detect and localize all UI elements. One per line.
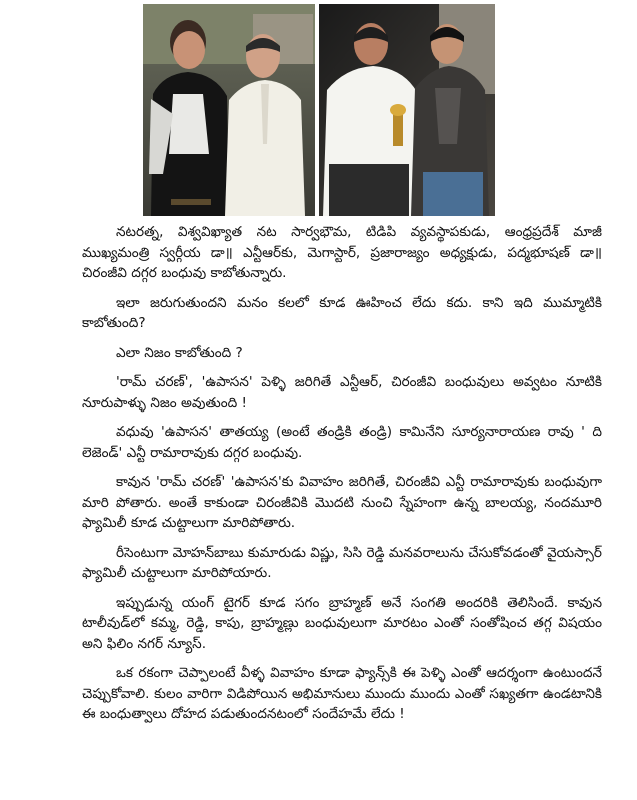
- article-paragraph: నటరత్న, విశ్వవిఖ్యాత నట సార్వభౌమ, టిడిపి వ్యవస్థాపకుడు, ఆంధ్రప్రదేశ్ మాజీ ముఖ్యమంత్రి స్వర్గీయ డా॥ ఎన్టీఆర్‌కు, మెగాస్టార్, ప్రజారాజ్యం అధ్యక్షుడు, పద్మభూషణ్ డా॥ చిరంజీవి దగ్గర బంధువు కాబోతున్నారు.: [82, 224, 602, 281]
- photo-chiranjeevi-jr-ntr-award: [319, 4, 495, 216]
- article-paragraph: ఎలా నిజం కాబోతుంది ?: [116, 344, 243, 361]
- article-paragraph: ఇలా జరుగుతుందని మనం కలలో కూడ ఊహించ లేదు కదు. కాని ఇది ముమ్మాటికి కాబోతుంది?: [82, 294, 602, 331]
- article-paragraph: ఇప్పుడున్న యంగ్ టైగర్ కూడ సగం బ్రాహ్మణ్ అనే సంగతి అందరికి తెలిసిందే. కావున టాలీవుడ్‌లో కమ్మ, రెడ్డి, కాపు, బ్రాహ్మణ్లు బంధువులుగా మారటం ఎంతో సంతోషించ తగ్గ విషయం అని ఫిలిం నగర్ న్యూస్.: [82, 594, 602, 652]
- article-paragraph: ఒక రకంగా చెప్పాలంటే వీళ్ళ వివాహం కూడా ఫ్యాన్స్‌కి ఈ పెళ్ళి ఎంతో ఆదర్శంగా ఉంటుందనే చెప్పుకోవాలి. కులం వారిగా విడిపోయిన అభిమానులు ముందు ముందు ఎంతో సఖ్యతగా ఉండటానికి ఈ బంధుత్వాలు దోహద పడుతుందనటంలో సందేహమే లేదు !: [82, 665, 602, 722]
- article-paragraph: 'రామ్ చరణ్', 'ఉపాసన' పెళ్ళి జరిగితే ఎన్టీఆర్, చిరంజీవి బంధువులు అవ్వటం నూటికి నూరుపాళ్ళు నిజం అవుతుంది !: [82, 374, 602, 411]
- photo-award-icon: [319, 4, 495, 216]
- photo-strip: [143, 4, 495, 216]
- article-paragraph: కావున 'రామ్ చరణ్' 'ఉపాసన'కు వివాహం జరిగితే, చిరంజీవి ఎన్టీ రామారావుకు బంధువుగా మారి పోతారు. అంతే కాకుండా చిరంజీవికి మొదటి నుంచి స్నేహంగా ఉన్న బాలయ్య, నందమూరి ఫ్యామిలీ కూడ చుట్టాలుగా మారిపోతారు.: [82, 474, 602, 531]
- article-paragraph: వధువు 'ఉపాసన' తాతయ్య (అంటే తండ్రికి తండ్రి) కామినేని సూర్యనారాయణ రావు ' ది లెజెండ్' ఎన్టీ రామారావుకు దగ్గర బంధువు.: [82, 424, 602, 461]
- photo-chiranjeevi-ntr-icon: [143, 4, 315, 216]
- article-paragraph: రీసెంటుగా మోహన్‌బాబు కుమారుడు విష్ణు, సిసి రెడ్డి మనవరాలును చేసుకోవడంతో వైయస్సార్ ఫ్యామిలీ చుట్టాలుగా మారిపోయారు.: [82, 544, 602, 581]
- photo-chiranjeevi-ntr: [143, 4, 315, 216]
- article-body: [82, 222, 602, 734]
